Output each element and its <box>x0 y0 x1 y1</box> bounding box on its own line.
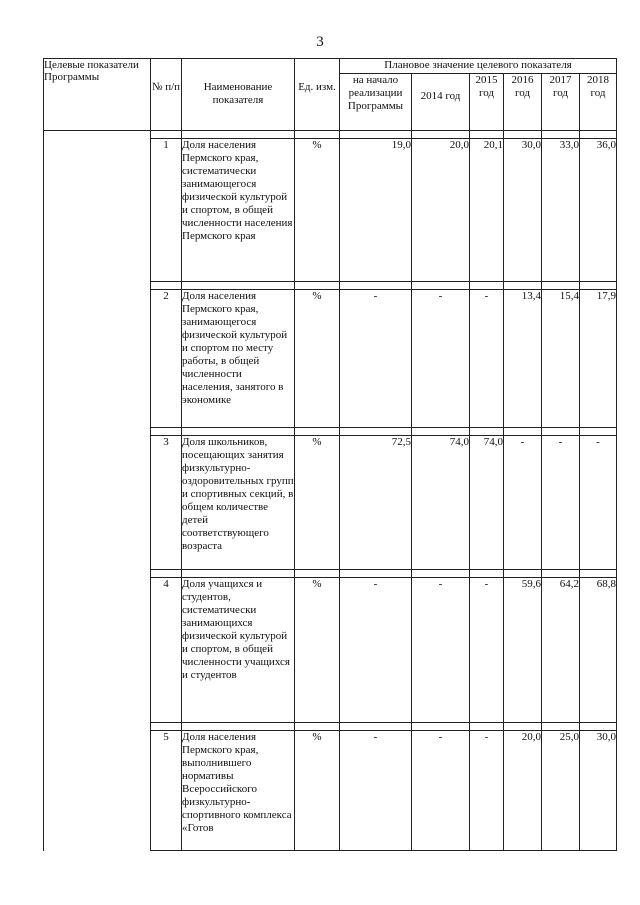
spacer-cell <box>182 131 295 139</box>
spacer-cell <box>580 723 617 731</box>
page-number: 3 <box>316 34 324 50</box>
row-number: 2 <box>151 290 182 428</box>
spacer-cell <box>340 282 412 290</box>
spacer-cell <box>470 428 504 436</box>
value-cell: 20,0 <box>412 139 470 282</box>
indicator-name: Доля населения Пермского края, занимающегося физической культурой и спортом по месту работы, в общей численности населения, занятого в экономике <box>182 290 295 428</box>
table-row <box>44 139 617 282</box>
spacer-cell <box>44 723 151 731</box>
spacer-cell <box>542 723 580 731</box>
value-cell: 30,0 <box>504 139 542 282</box>
col-header-name: Наименование показателя <box>182 59 295 131</box>
unit-cell: % <box>295 436 340 570</box>
value-cell: 36,0 <box>580 139 617 282</box>
spacer-cell <box>340 428 412 436</box>
indicators-table <box>43 58 617 851</box>
row-number: 3 <box>151 436 182 570</box>
row-spacer <box>44 723 617 731</box>
spacer-cell <box>44 282 151 290</box>
indicator-name: Доля учащихся и студентов, систематически занимающихся физической культурой и спортом, в общей численности учащихся и студентов <box>182 578 295 723</box>
spacer-cell <box>504 428 542 436</box>
spacer-cell <box>504 570 542 578</box>
unit-cell: % <box>295 731 340 851</box>
section-label-cell <box>44 731 151 851</box>
table-row <box>44 436 617 570</box>
value-cell: 72,5 <box>340 436 412 570</box>
value-cell: - <box>470 578 504 723</box>
spacer-cell <box>340 131 412 139</box>
spacer-cell <box>470 723 504 731</box>
value-cell: - <box>580 436 617 570</box>
table-row <box>44 290 617 428</box>
spacer-cell <box>44 131 151 139</box>
value-cell: 33,0 <box>542 139 580 282</box>
value-cell: - <box>542 436 580 570</box>
spacer-cell <box>340 723 412 731</box>
spacer-cell <box>412 723 470 731</box>
spacer-cell <box>542 131 580 139</box>
spacer-cell <box>580 131 617 139</box>
indicator-name: Доля школьников, посещающих занятия физкультурно-оздоровительных групп и спортивных секций, в общем количестве детей соответствующего возраста <box>182 436 295 570</box>
spacer-cell <box>182 570 295 578</box>
value-cell: - <box>412 731 470 851</box>
value-cell: 74,0 <box>470 436 504 570</box>
col-header-2015: 2015 год <box>470 74 504 131</box>
value-cell: 17,9 <box>580 290 617 428</box>
col-header-plan: Плановое значение целевого показателя <box>340 59 617 74</box>
spacer-cell <box>504 282 542 290</box>
spacer-cell <box>412 282 470 290</box>
value-cell: 25,0 <box>542 731 580 851</box>
col-header-2017: 2017 год <box>542 74 580 131</box>
value-cell: - <box>470 290 504 428</box>
spacer-cell <box>412 131 470 139</box>
unit-cell: % <box>295 578 340 723</box>
spacer-cell <box>295 723 340 731</box>
spacer-cell <box>580 282 617 290</box>
indicator-name: Доля населения Пермского края, систематически занимающегося физической культурой и спортом, в общей численности населения Пермского края <box>182 139 295 282</box>
spacer-cell <box>504 131 542 139</box>
spacer-cell <box>470 570 504 578</box>
spacer-cell <box>151 570 182 578</box>
value-cell: - <box>340 290 412 428</box>
spacer-cell <box>151 131 182 139</box>
spacer-cell <box>580 428 617 436</box>
col-header-num: № п/п <box>151 59 182 131</box>
spacer-cell <box>504 723 542 731</box>
spacer-cell <box>44 428 151 436</box>
spacer-cell <box>542 428 580 436</box>
col-header-unit: Ед. изм. <box>295 59 340 131</box>
spacer-cell <box>412 570 470 578</box>
spacer-cell <box>470 131 504 139</box>
value-cell: 59,6 <box>504 578 542 723</box>
row-number: 1 <box>151 139 182 282</box>
col-header-2018: 2018 год <box>580 74 617 131</box>
value-cell: 30,0 <box>580 731 617 851</box>
spacer-cell <box>340 570 412 578</box>
spacer-cell <box>295 131 340 139</box>
unit-cell: % <box>295 139 340 282</box>
row-spacer <box>44 282 617 290</box>
row-spacer <box>44 131 617 139</box>
value-cell: - <box>504 436 542 570</box>
col-header-start: на начало реализации Программы <box>340 74 412 131</box>
spacer-cell <box>151 282 182 290</box>
section-label: Целевые показатели Программы <box>44 59 151 131</box>
value-cell: 74,0 <box>412 436 470 570</box>
spacer-cell <box>470 282 504 290</box>
value-cell: 13,4 <box>504 290 542 428</box>
spacer-cell <box>151 428 182 436</box>
col-header-2016: 2016 год <box>504 74 542 131</box>
unit-cell: % <box>295 290 340 428</box>
section-label-cell <box>44 436 151 570</box>
value-cell: - <box>340 731 412 851</box>
value-cell: 68,8 <box>580 578 617 723</box>
header-row-1 <box>44 59 617 74</box>
value-cell: - <box>412 578 470 723</box>
value-cell: 20,1 <box>470 139 504 282</box>
row-spacer <box>44 428 617 436</box>
value-cell: - <box>412 290 470 428</box>
value-cell: - <box>340 578 412 723</box>
spacer-cell <box>412 428 470 436</box>
spacer-cell <box>580 570 617 578</box>
value-cell: 19,0 <box>340 139 412 282</box>
value-cell: 20,0 <box>504 731 542 851</box>
row-number: 5 <box>151 731 182 851</box>
row-number: 4 <box>151 578 182 723</box>
section-label-cell <box>44 290 151 428</box>
col-header-2014: 2014 год <box>412 74 470 131</box>
value-cell: - <box>470 731 504 851</box>
spacer-cell <box>542 570 580 578</box>
spacer-cell <box>44 570 151 578</box>
spacer-cell <box>295 282 340 290</box>
spacer-cell <box>295 570 340 578</box>
spacer-cell <box>182 282 295 290</box>
spacer-cell <box>542 282 580 290</box>
spacer-cell <box>182 428 295 436</box>
section-label-cell <box>44 578 151 723</box>
spacer-cell <box>182 723 295 731</box>
section-label-cell <box>44 139 151 282</box>
table-row <box>44 578 617 723</box>
value-cell: 15,4 <box>542 290 580 428</box>
row-spacer <box>44 570 617 578</box>
indicator-name: Доля населения Пермского края, выполнившего нормативы Всероссийского физкультурно-спортивного комплекса «Готов <box>182 731 295 851</box>
table-row <box>44 731 617 851</box>
spacer-cell <box>151 723 182 731</box>
value-cell: 64,2 <box>542 578 580 723</box>
spacer-cell <box>295 428 340 436</box>
